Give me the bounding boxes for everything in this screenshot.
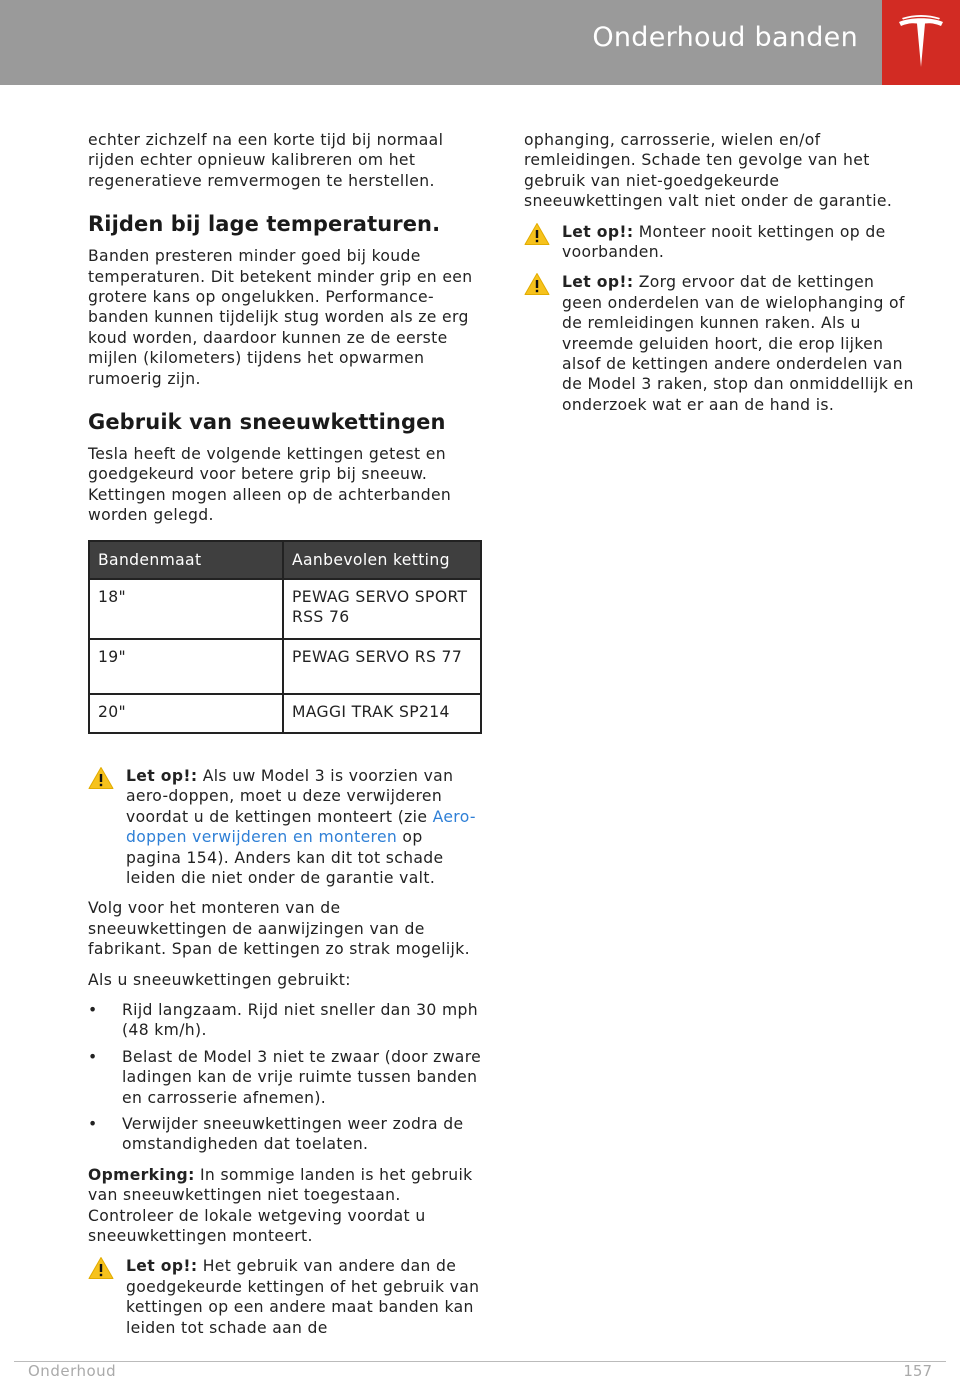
page-title: Onderhoud banden (592, 22, 858, 53)
paragraph-follow-instructions: Volg voor het monteren van de sneeuwkettingen de aanwijzingen van de fabrikant. Span de kettingen zo strak mogelijk. (88, 899, 470, 959)
section-title-cold: Rijden bij lage temperaturen. (88, 212, 441, 237)
paragraph-when-using: Als u sneeuwkettingen gebruikt: (88, 970, 351, 989)
section-title-chains: Gebruik van sneeuwkettingen (88, 410, 446, 435)
table-cell-chain: PEWAG SERVO SPORT RSS 76 (283, 579, 481, 639)
usage-bullet-list (88, 1000, 482, 1155)
warning-label: Let op!: (126, 1257, 198, 1276)
warning-icon (524, 272, 550, 300)
table-cell-chain: PEWAG SERVO RS 77 (283, 639, 481, 694)
list-item: • Verwijder sneeuwkettingen weer zodra de omstandigheden dat toelaten. (88, 1115, 464, 1154)
list-item: • Belast de Model 3 niet te zwaar (door zware ladingen kan de vrije ruimte tussen banden en carrosserie afnemen). (88, 1047, 482, 1107)
warning-icon (524, 222, 550, 250)
warning-aero-caps (88, 766, 482, 888)
warning-label: Let op!: (562, 222, 634, 241)
warning-other-chains (88, 1256, 482, 1338)
section-body-cold: Banden presteren minder goed bij koude temperaturen. Dit betekent minder grip en een grotere kans op ongelukken. Performance-banden kunnen tijdelijk stug worden als ze erg koud worden, daardoor kunnen ze de eerste mijlen (kilometers) tijdens het opwarmen rumoerig zijn. (88, 247, 473, 388)
bullet-icon: • (88, 1115, 98, 1133)
table-row (89, 694, 481, 733)
warning-icon (88, 766, 114, 794)
table-header-recommended-chain: Aanbevolen ketting (283, 541, 481, 579)
left-column (88, 130, 482, 1348)
brand-logo (882, 0, 960, 85)
warning-front-tires (524, 222, 919, 263)
note-text: In sommige landen is het gebruik van sneeuwkettingen niet toegestaan. Controleer de lokale wetgeving voordat u sneeuwkettingen monteert. (88, 1165, 473, 1246)
table-cell-size: 20" (89, 694, 283, 733)
warning-text: Monteer nooit kettingen op de voorbanden. (562, 222, 886, 262)
chains-table (88, 540, 482, 734)
warning-text: Het gebruik van andere dan de goedgekeurde kettingen of het gebruik van kettingen op een andere maat banden kan leiden tot schade aan de (126, 1257, 480, 1337)
section-body-chains: Tesla heeft de volgende kettingen getest en goedgekeurd voor betere grip bij sneeuw. Kettingen mogen alleen op de achterbanden worden gelegd. (88, 445, 452, 525)
warning-label: Let op!: (126, 766, 198, 785)
bullet-icon: • (88, 1047, 98, 1066)
note-label: Opmerking: (88, 1165, 195, 1184)
tesla-logo-icon (896, 14, 946, 70)
warning-text-after: op pagina 154). Anders kan dit tot schade leiden die niet onder de garantie valt. (126, 828, 444, 887)
table-cell-size: 18" (89, 579, 283, 639)
table-header-tire-size: Bandenmaat (89, 541, 283, 579)
bullet-icon: • (88, 1000, 98, 1019)
warning-text: Als uw Model 3 is voorzien van aero-doppen, moet u deze verwijderen voordat u de kettingen monteert (zie (126, 766, 454, 826)
page-header (0, 0, 960, 85)
warning-label: Let op!: (562, 273, 634, 292)
footer-section-name: Onderhoud (28, 1362, 117, 1380)
warning-chain-contact (524, 272, 919, 415)
page-number: 157 (903, 1362, 932, 1380)
table-row (89, 579, 481, 639)
intro-paragraph: echter zichzelf na een korte tijd bij normaal rijden echter opnieuw kalibreren om het regeneratieve remvermogen te herstellen. (88, 131, 444, 190)
link-aero-caps[interactable]: Aero-doppen verwijderen en monteren (126, 807, 476, 847)
table-header-row (89, 541, 481, 579)
continuation-paragraph: ophanging, carrosserie, wielen en/of remleidingen. Schade ten gevolge van het gebruik van niet-goedgekeurde sneeuwkettingen valt niet onder de garantie. (524, 131, 893, 211)
note-paragraph (88, 1165, 482, 1247)
table-cell-size: 19" (89, 639, 283, 694)
table-cell-chain: MAGGI TRAK SP214 (283, 694, 481, 733)
warning-icon (88, 1256, 114, 1284)
footer-divider (14, 1361, 946, 1362)
right-column (524, 130, 919, 425)
table-row (89, 639, 481, 694)
warning-text: Zorg ervoor dat de kettingen geen onderdelen van de wielophanging of de remleidingen kunnen raken. Als u vreemde geluiden hoort, die erop lijken alsof de kettingen andere onderdelen van de Model 3 raken, stop dan onmiddellijk en onderzoek wat er aan de hand is. (562, 273, 914, 414)
list-item: • Rijd langzaam. Rijd niet sneller dan 30 mph (48 km/h). (88, 1000, 479, 1040)
